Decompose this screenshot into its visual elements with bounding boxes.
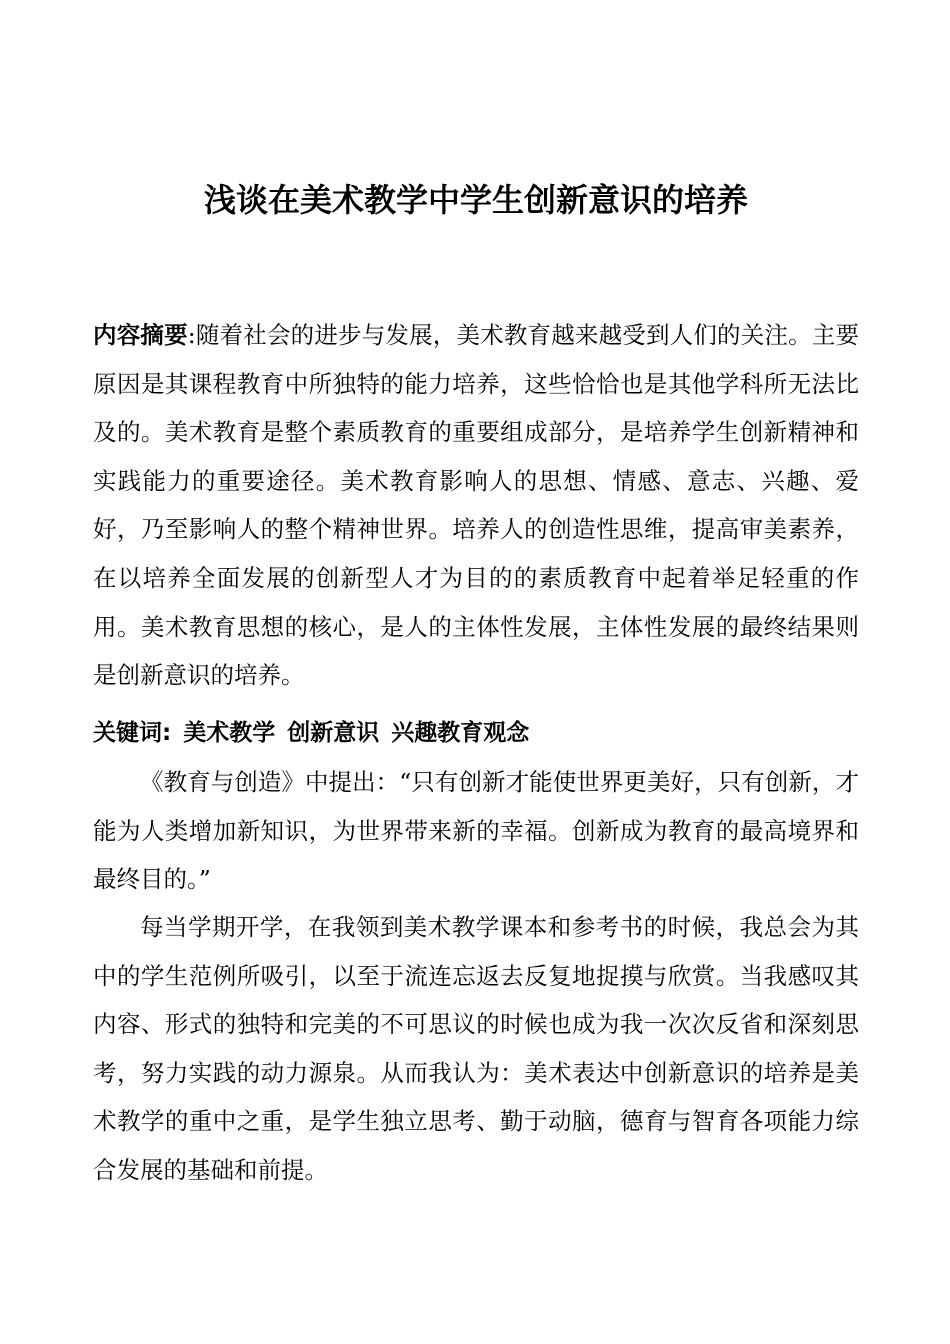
abstract-separator: : bbox=[187, 321, 196, 349]
keywords-label: 关键词: bbox=[93, 720, 172, 746]
abstract-label: 内容摘要 bbox=[93, 321, 188, 349]
document-title: 浅谈在美术教学中学生创新意识的培养 bbox=[203, 181, 748, 219]
body-paragraph-quote: 《教育与创造》中提出：“只有创新才能使世界更美好，只有创新，才能为人类增加新知识，为世界带来新的幸福。创新成为教育的最高境界和最终目的。” bbox=[93, 768, 859, 894]
abstract-paragraph bbox=[93, 311, 859, 700]
body-paragraph-reflection: 每当学期开学，在我领到美术教学课本和参考书的时候，我总会为其中的学生范例所吸引，以至于流连忘返去反复地捉摸与欣赏。当我感叹其内容、形式的独特和完美的不可思议的时候也成为我一次次反省和深刻思考，努力实践的动力源泉。从而我认为：美术表达中创新意识的培养是美术教学的重中之重，是学生独立思考、勤于动脑，德育与智育各项能力综合发展的基础和前提。 bbox=[93, 913, 859, 1184]
keyword-item: 创新意识 bbox=[287, 720, 380, 746]
keywords-line bbox=[93, 709, 859, 757]
abstract-text: 随着社会的进步与发展，美术教育越来越受到人们的关注。主要原因是其课程教育中所独特的能力培养，这些恰恰也是其他学科所无法比及的。美术教育是整个素质教育的重要组成部分，是培养学生创新精神和实践能力的重要途径。美术教育影响人的思想、情感、意志、兴趣、爱好，乃至影响人的整个精神世界。培养人的创造性思维，提高审美素养，在以培养全面发展的创新型人才为目的的素质教育中起着举足轻重的作用。美术教育思想的核心，是人的主体性发展，主体性发展的最终结果则是创新意识的培养。 bbox=[93, 321, 860, 690]
keyword-item: 兴趣教育观念 bbox=[391, 720, 530, 746]
document-page bbox=[93, 0, 859, 1344]
keyword-item: 美术教学 bbox=[183, 720, 276, 746]
